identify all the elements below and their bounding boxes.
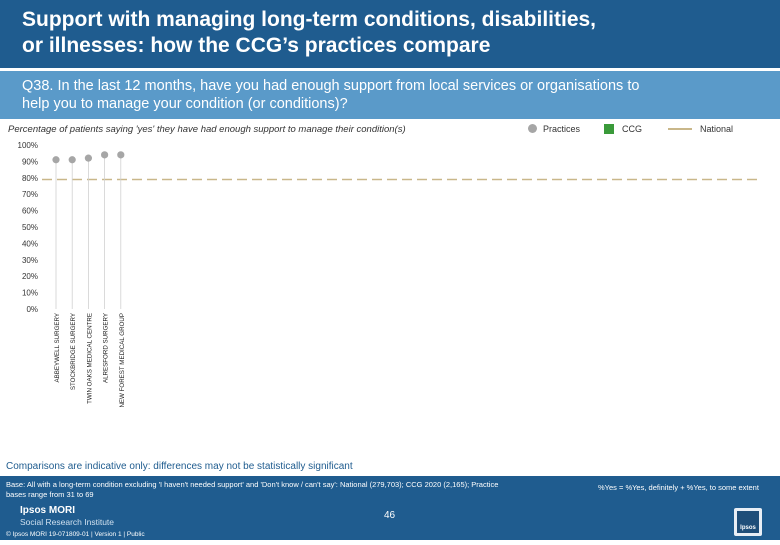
ipsos-mori-logo: Ipsos MORI bbox=[20, 505, 76, 516]
y-tick-label: 40% bbox=[21, 239, 38, 249]
legend-national bbox=[668, 123, 733, 134]
practice-point bbox=[52, 156, 59, 163]
practice-label: TWIN OAKS MEDICAL CENTRE bbox=[86, 313, 94, 404]
practice-point bbox=[69, 156, 76, 163]
national-legend-marker bbox=[668, 128, 692, 130]
y-tick-label: 80% bbox=[21, 173, 38, 183]
y-tick-label: 0% bbox=[26, 305, 38, 314]
question-line-2: help you to manage your condition (or conditions)? bbox=[22, 96, 348, 112]
y-tick-label: 90% bbox=[21, 157, 38, 167]
legend-national-label: National bbox=[700, 123, 734, 134]
y-tick-label: 50% bbox=[21, 223, 38, 232]
title-line-1: Support with managing long-term conditions, disabilities, bbox=[22, 8, 597, 31]
disclaimer: Comparisons are indicative only: differences may not be statistically significant bbox=[6, 461, 353, 472]
base-line-2: bases range from 31 to 69 bbox=[6, 490, 94, 499]
y-tick-label: 70% bbox=[21, 190, 38, 200]
page-number: 46 bbox=[384, 510, 396, 521]
practices-legend-marker bbox=[528, 124, 537, 133]
copyright: © Ipsos MORI 19-071809-01 | Version 1 | Public bbox=[6, 531, 145, 538]
y-tick-label: 100% bbox=[17, 141, 38, 150]
practice-point bbox=[117, 151, 124, 158]
title-line-2: or illnesses: how the CCG’s practices compare bbox=[22, 34, 491, 57]
social-research-institute-logo: Social Research Institute bbox=[20, 517, 115, 527]
practice-label: STOCKBRIDGE SURGERY bbox=[70, 313, 78, 391]
question-line-1: Q38. In the last 12 months, have you had enough support from local services or organisations to bbox=[22, 78, 640, 94]
legend-practices-label: Practices bbox=[543, 123, 581, 134]
chart-area bbox=[0, 136, 780, 456]
legend-ccg bbox=[604, 123, 642, 134]
practice-point bbox=[85, 155, 92, 162]
chart-subtitle: Percentage of patients saying 'yes' they have had enough support to manage their condition(s) bbox=[8, 124, 406, 135]
y-tick-label: 20% bbox=[21, 272, 38, 282]
practice-label: ABBEYWELL SURGERY bbox=[54, 313, 61, 383]
y-tick-label: 30% bbox=[21, 255, 38, 265]
ccg-legend-marker bbox=[604, 124, 614, 134]
yes-definition: %Yes = %Yes, definitely + %Yes, to some extent bbox=[598, 483, 759, 492]
practice-label: ALRESFORD SURGERY bbox=[102, 313, 110, 384]
base-note bbox=[6, 480, 546, 500]
ipsos-logo-mark: Ipsos bbox=[737, 511, 759, 533]
y-tick-label: 10% bbox=[21, 288, 38, 298]
base-line-1: Base: All with a long-term condition excluding 'I haven't needed support' and 'Don't know / can't say': National (279,703); CCG 2020 (2,165); Practice bbox=[6, 480, 499, 489]
question-text bbox=[22, 77, 767, 113]
practice-label: NEW FOREST MEDICAL GROUP bbox=[118, 313, 126, 408]
legend-practices bbox=[528, 123, 580, 134]
ipsos-logo bbox=[734, 508, 762, 536]
practice-point bbox=[101, 151, 108, 158]
legend-ccg-label: CCG bbox=[622, 123, 642, 134]
y-tick-label: 60% bbox=[21, 206, 38, 216]
page-title bbox=[22, 7, 762, 59]
